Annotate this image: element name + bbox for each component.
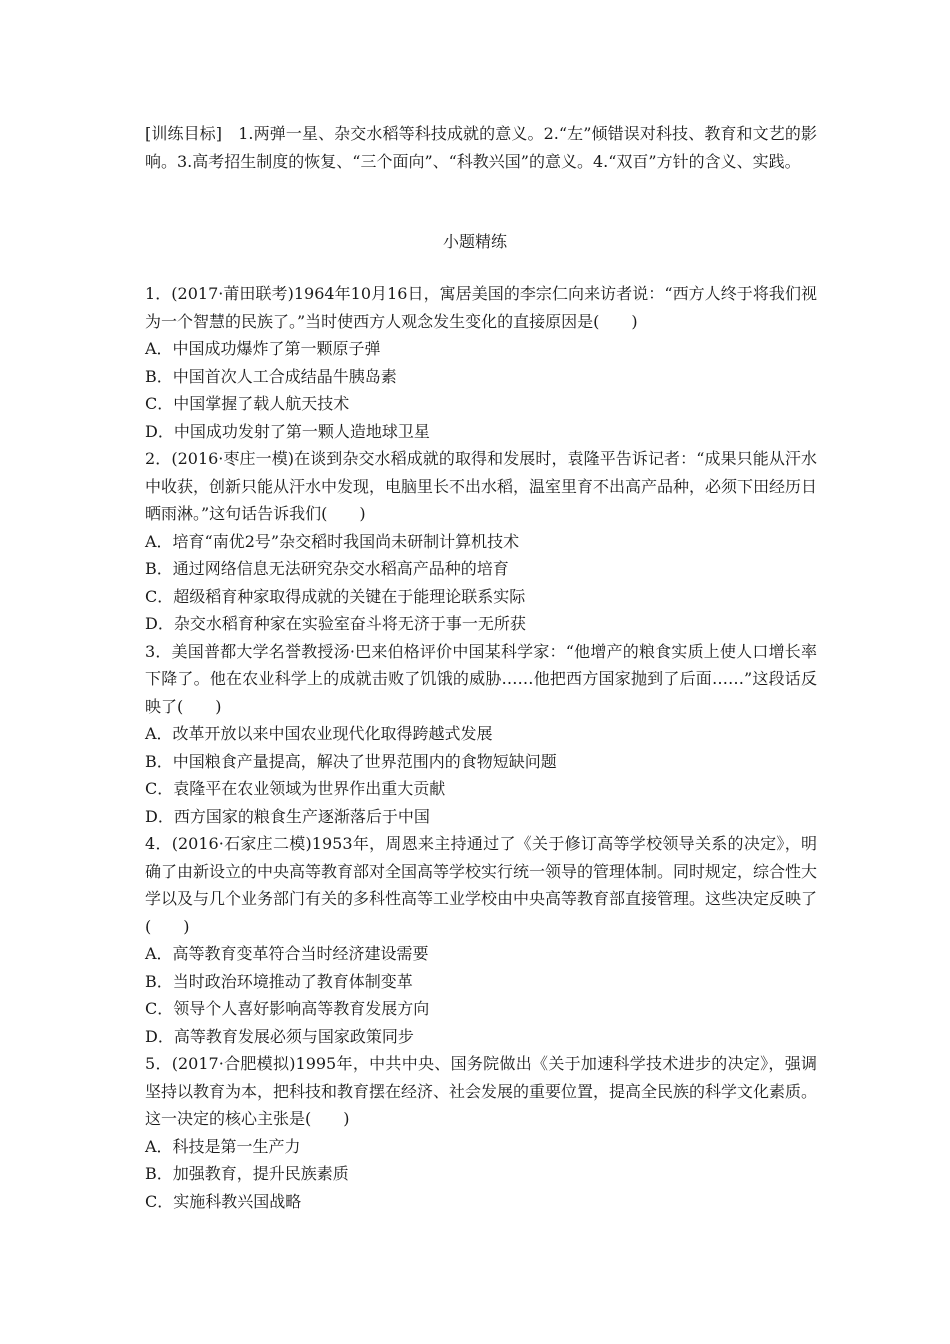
option-c: C．袁隆平在农业领域为世界作出重大贡献 <box>145 779 446 798</box>
question-stem: 5．(2017·合肥模拟)1995年，中共中央、国务院做出《关于加速科学技术进步的决定》，强调坚持以教育为本，把科技和教育摆在经济、社会发展的重要位置，提高全民族的科学文化素质。这一决定的核心主张是( ) <box>145 1054 818 1128</box>
option-a: A．中国成功爆炸了第一颗原子弹 <box>145 339 381 358</box>
question-list <box>145 280 817 1215</box>
option-c: C．超级稻育种家取得成就的关键在于能理论联系实际 <box>145 586 526 606</box>
option-c: C．领导个人喜好影响高等教育发展方向 <box>145 999 430 1018</box>
option-b: B．当时政治环境推动了教育体制变革 <box>145 971 413 991</box>
question-4 <box>145 830 817 1050</box>
question-1 <box>145 280 817 445</box>
question-stem: 4．(2016·石家庄二模)1953年，周恩来主持通过了《关于修订高等学校领导关系的决定》，明确了由新设立的中央高等教育部对全国高等学校实行统一领导的管理体制。同时规定，综合性大学以及与几个业务部门有关的多科性高等工业学校由中央高等教育部直接管理。这些决定反映了( ) <box>145 834 818 936</box>
option-c: C．中国掌握了载人航天技术 <box>145 394 350 413</box>
question-stem: 2．(2016·枣庄一模)在谈到杂交水稻成就的取得和发展时，袁隆平告诉记者：“成果只能从汗水中收获，创新只能从汗水中发现，电脑里长不出水稻，温室里育不出高产品种，必须下田经历日晒雨淋。”这句话告诉我们( ) <box>145 449 818 523</box>
option-d: D．高等教育发展必须与国家政策同步 <box>145 1026 414 1046</box>
option-b: B．加强教育，提升民族素质 <box>145 1164 349 1183</box>
option-a: A．改革开放以来中国农业现代化取得跨越式发展 <box>145 724 493 743</box>
option-a: A．科技是第一生产力 <box>145 1136 301 1156</box>
option-d: D．杂交水稻育种家在实验室奋斗将无济于事一无所获 <box>145 614 526 633</box>
section-title: 小题精练 <box>442 232 507 251</box>
option-b: B．中国粮食产量提高，解决了世界范围内的食物短缺问题 <box>145 751 557 771</box>
question-3 <box>145 638 817 831</box>
training-objective: [训练目标] 1.两弹一星、杂交水稻等科技成就的意义。2.“左”倾错误对科技、教育和文艺的影响。3.高考招生制度的恢复、“三个面向”、“科教兴国”的意义。4.“双百”方针的含义、实践。 <box>145 124 817 171</box>
option-a: A．培育“南优2号”杂交稻时我国尚未研制计算机技术 <box>145 531 520 551</box>
option-d: D．中国成功发射了第一颗人造地球卫星 <box>145 421 430 441</box>
question-2 <box>145 445 817 638</box>
option-b: B．中国首次人工合成结晶牛胰岛素 <box>145 366 397 386</box>
option-a: A．高等教育变革符合当时经济建设需要 <box>145 944 429 963</box>
question-stem: 3．美国普都大学名誉教授汤·巴来伯格评价中国某科学家：“他增产的粮食实质上使人口增长率下降了。他在农业科学上的成就击败了饥饿的威胁……他把西方国家抛到了后面……”这段话反映了( ) <box>145 641 817 716</box>
option-b: B．通过网络信息无法研究杂交水稻高产品种的培育 <box>145 559 509 578</box>
option-c: C．实施科教兴国战略 <box>145 1191 302 1211</box>
question-stem: 1．(2017·莆田联考)1964年10月16日，寓居美国的李宗仁向来访者说：“西方人终于将我们视为一个智慧的民族了。”当时使西方人观念发生变化的直接原因是( ) <box>145 284 817 331</box>
option-d: D．西方国家的粮食生产逐渐落后于中国 <box>145 806 430 826</box>
question-5 <box>145 1050 817 1215</box>
